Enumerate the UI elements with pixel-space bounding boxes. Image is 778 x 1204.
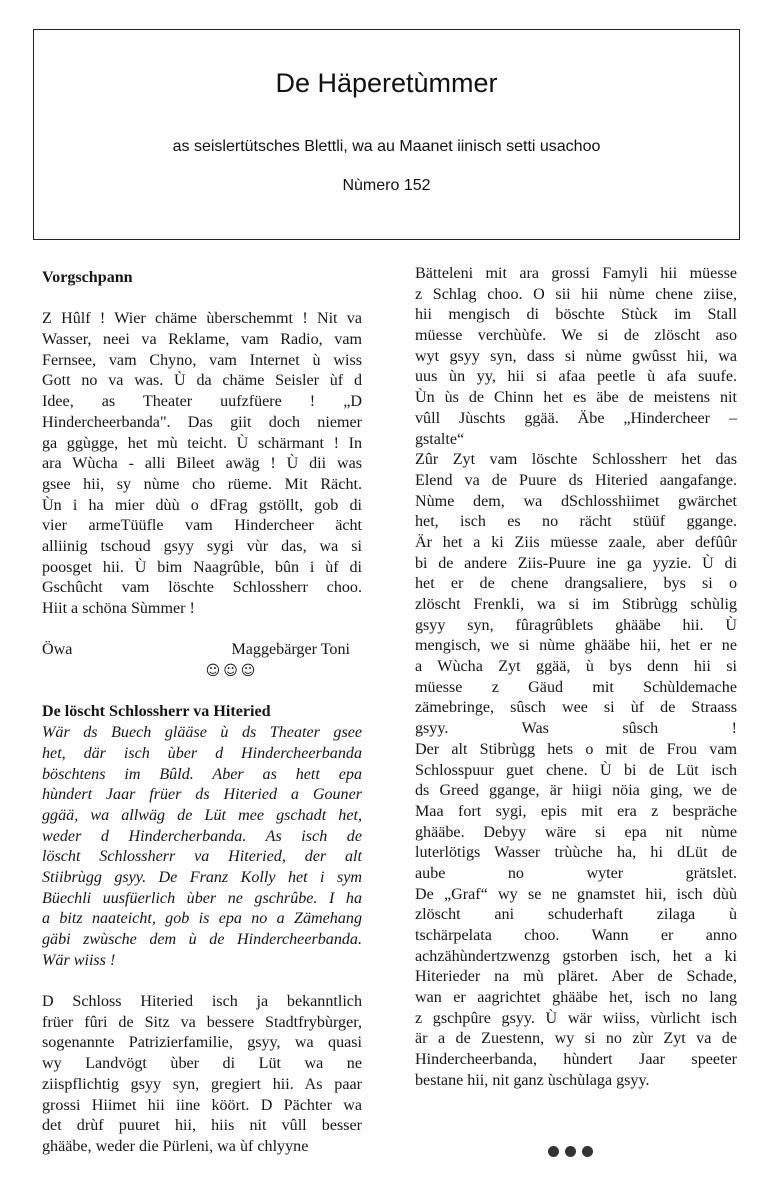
text-line: ds Greed ggange, är hiigi nöia ging, we de [415, 782, 737, 800]
issue-number: Nùmero 152 [342, 177, 431, 194]
text-line: a Wùcha Zyt ggää, ù bys denn hii si [415, 658, 737, 676]
text-line: Hindercheerbanda". Das giit doch niemer [42, 413, 362, 431]
text-line: Gschûcht vam löschte Schlossherr choo. [42, 579, 362, 597]
text-line: Hiterieder na mù pläret. Aber de Schade, [415, 968, 737, 986]
text-line: Fernsee, vam Chyno, vam Internet ù wiss [42, 351, 362, 369]
text-line: Z Hûlf ! Wier chäme ùberschemmt ! Nit va [42, 310, 362, 328]
text-line: uus ùn yy, hii si afaa peetle ù afa suufe. [415, 368, 737, 386]
article-body-right [415, 264, 737, 1092]
text-line: aube no wyter grätslet. [415, 864, 737, 882]
text-line: weder d Hindercherbanda. As isch de [42, 827, 362, 845]
text-line: Maa fort sygi, epis mit era z bespräche [415, 802, 737, 820]
article-intro [42, 723, 362, 971]
text-line: vier armeTüüfle vam Hindercheer ächt [42, 517, 362, 535]
text-line: böschtens im Bûld. Aber as hett epa [42, 765, 362, 783]
article-body-left [42, 992, 362, 1158]
text-line: Stiibrùgg gsyy. De Franz Kolly het i sym [42, 868, 362, 886]
smiley-icons: ☺☺☺ [205, 663, 259, 680]
text-line: De „Graf“ wy se ne gnamstet hii, isch dùù [415, 885, 737, 903]
text-line: gsyy. Was sûsch ! [415, 720, 737, 738]
text-line: mengisch, we si nùme ghääbe hii, het er ne [415, 637, 737, 655]
text-line: achzähùndertzwenzg gstorben isch, het a ki [415, 947, 737, 965]
text-line: z Schlag choo. O sii hii nùme chene ziise, [415, 285, 737, 303]
text-line: Zûr Zyt vam löschte Schlossherr het das [415, 451, 737, 469]
text-line: Wär ds Buech glääse ù ds Theater gsee [42, 724, 362, 742]
text-line: het, där isch ùber d Hindercheerbanda [42, 744, 362, 762]
section-heading-vorgschpann: Vorgschpann [42, 269, 133, 286]
dot-icon [548, 1146, 559, 1157]
left-column [42, 268, 362, 1158]
dots-ornament-icon [548, 1146, 593, 1157]
text-line: Är het a ki Ziis müesse zaale, aber defûûr [415, 533, 737, 551]
text-line: hùndert Jaar früer ds Hiteried a Gouner [42, 786, 362, 804]
text-line: het, isch es no rächt stüüf ggange. [415, 513, 737, 531]
text-line: hii mengisch di böschte Stùck im Stall [415, 306, 737, 324]
text-line: z gschpûre gsyy. Ù wär wiiss, vùrlicht isch [415, 1009, 737, 1027]
text-line: zlöscht ani schuderhaft zilaga ù [415, 906, 737, 924]
text-line: Ùn ùs de Chinn het es äbe de meistens nit [415, 389, 737, 407]
text-line: alliinig tschoud gsyy sygi vùr das, wa si [42, 537, 362, 555]
text-line: ziispflichtig gsyy syn, gregiert hii. As paar [42, 1075, 362, 1093]
text-line: ghääbe, weder die Pürleni, wa ùf chlyyne [42, 1137, 309, 1155]
text-line: gsee hii, sy nùme cho rüeme. Mit Rächt. [42, 475, 362, 493]
text-line: det drùf puuret hii, hiis nit vûll besser [42, 1117, 362, 1135]
text-line: Ùn i ha mier dùù o dFrag gstöllt, gob di [42, 496, 362, 514]
text-line: Elend va de Puure ds Hiteried aangafange. [415, 471, 737, 489]
text-line: bestane hii, nit ganz ùschùlaga gsyy. [415, 1071, 650, 1089]
text-line: grossi Hiimet hii iine köört. D Pächter wa [42, 1096, 362, 1114]
text-line: Gott no va was. Ù da chäme Seisler ùf d [42, 372, 362, 390]
text-line: wan er aagrichtet ghääbe het, isch no lang [415, 989, 737, 1007]
masthead-box [33, 29, 740, 240]
text-line: zlöscht Frenkli, wa si im Stibrùgg schùlig [415, 596, 737, 613]
text-line: gstalte“ [415, 430, 465, 448]
text-line: ghääbe. Debyy wäre si epa nit nùme [415, 823, 737, 841]
text-line: Schlosspuur guet chene. Ù bi de Lüt isch [415, 761, 737, 779]
text-line: Hindercheerbanda, hùndert Jaar speeter [415, 1051, 737, 1069]
text-line: poosget hii. Ù bim Naagrûble, bûn i ùf di [42, 558, 362, 576]
text-line: a bitz naateicht, gob is epa no a Zämehang [42, 910, 362, 928]
text-line: wy Landvögt ùber di Lüt wa ne [42, 1055, 362, 1073]
article-heading: De löscht Schlossherr va Hiteried [42, 703, 271, 721]
text-line: müesse z Gäud mit Schùldemache [415, 678, 737, 696]
text-line: gäbi zwùsche dem ù de Hindercheerbanda. [42, 931, 362, 948]
newsletter-title: De Häperetùmmer [275, 68, 498, 98]
right-column [415, 264, 737, 1092]
text-line: Wasser, neei va Reklame, vam Radio, vam [42, 331, 362, 349]
text-line: müesse verchùùfe. We si de zlöscht aso [415, 327, 737, 345]
text-line: Hiit a schöna Sùmmer ! [42, 600, 195, 617]
text-line: wyt gsyy syn, dass si nùme gwûsst hii, wa [415, 347, 737, 365]
text-line: früer fûri de Sitz va bessere Stadtfrybùrger, [42, 1013, 362, 1031]
dot-icon [565, 1146, 576, 1157]
vorgschpann-text [42, 309, 362, 619]
text-line: zämebringe, sûsch wee si ùf de Straass [415, 699, 737, 717]
newsletter-subtitle: as seislertütsches Blettli, wa au Maanet iinisch setti usachoo [172, 138, 601, 155]
text-line: bi de andere Ziis-Puure ine ga yyzie. Ù di [415, 554, 737, 572]
text-line: sogenannte Patrizierfamilie, gsyy, wa quasi [42, 1034, 362, 1052]
text-line: Der alt Stibrùgg hets o mit de Frou vam [415, 740, 737, 758]
text-line: är a de Zuestenn, wy si no zùr Zyt va de [415, 1030, 737, 1048]
text-line: Idee, as Theater uufzfüere ! „D [42, 393, 362, 411]
text-line: D Schloss Hiteried isch ja bekanntlich [42, 993, 362, 1011]
text-line: tschärpelata choo. Wann er anno [415, 927, 737, 944]
dot-icon [582, 1146, 593, 1157]
text-line: vûll Jùschts ggää. Äbe „Hindercheer – [415, 409, 737, 427]
text-line: gsyy syn, fûragrûblets ghääbe hii. Ù [415, 616, 737, 634]
text-line: Bätteleni mit ara grossi Famyli hii müesse [415, 265, 737, 282]
text-line: ara Wùcha - alli Bileet awäg ! Ù dii was [42, 455, 362, 473]
text-line: Büechli uusfüerlich ùber ne gschrûbe. I ha [42, 889, 362, 907]
signature-left: Öwa [42, 641, 73, 659]
text-line: ga ggùgge, het mù teicht. Ù schärmant ! In [42, 434, 362, 452]
text-line: löscht Schlossherr va Hiteried, der alt [42, 848, 362, 866]
signature-line [42, 640, 362, 661]
text-line: ggää, wa allwäg de Lüt mee gschadt het, [42, 806, 362, 824]
text-line: het er de chene drangsaliere, bys si o [415, 575, 737, 593]
text-line: Wär wiiss ! [42, 951, 116, 969]
text-line: luterlötigs Wasser trùùche ha, hi dLüt de [415, 844, 737, 862]
text-line: Nùme dem, wa dSchlosshiimet gwärchet [415, 492, 737, 510]
signature-author: Maggebärger Toni [231, 641, 350, 659]
